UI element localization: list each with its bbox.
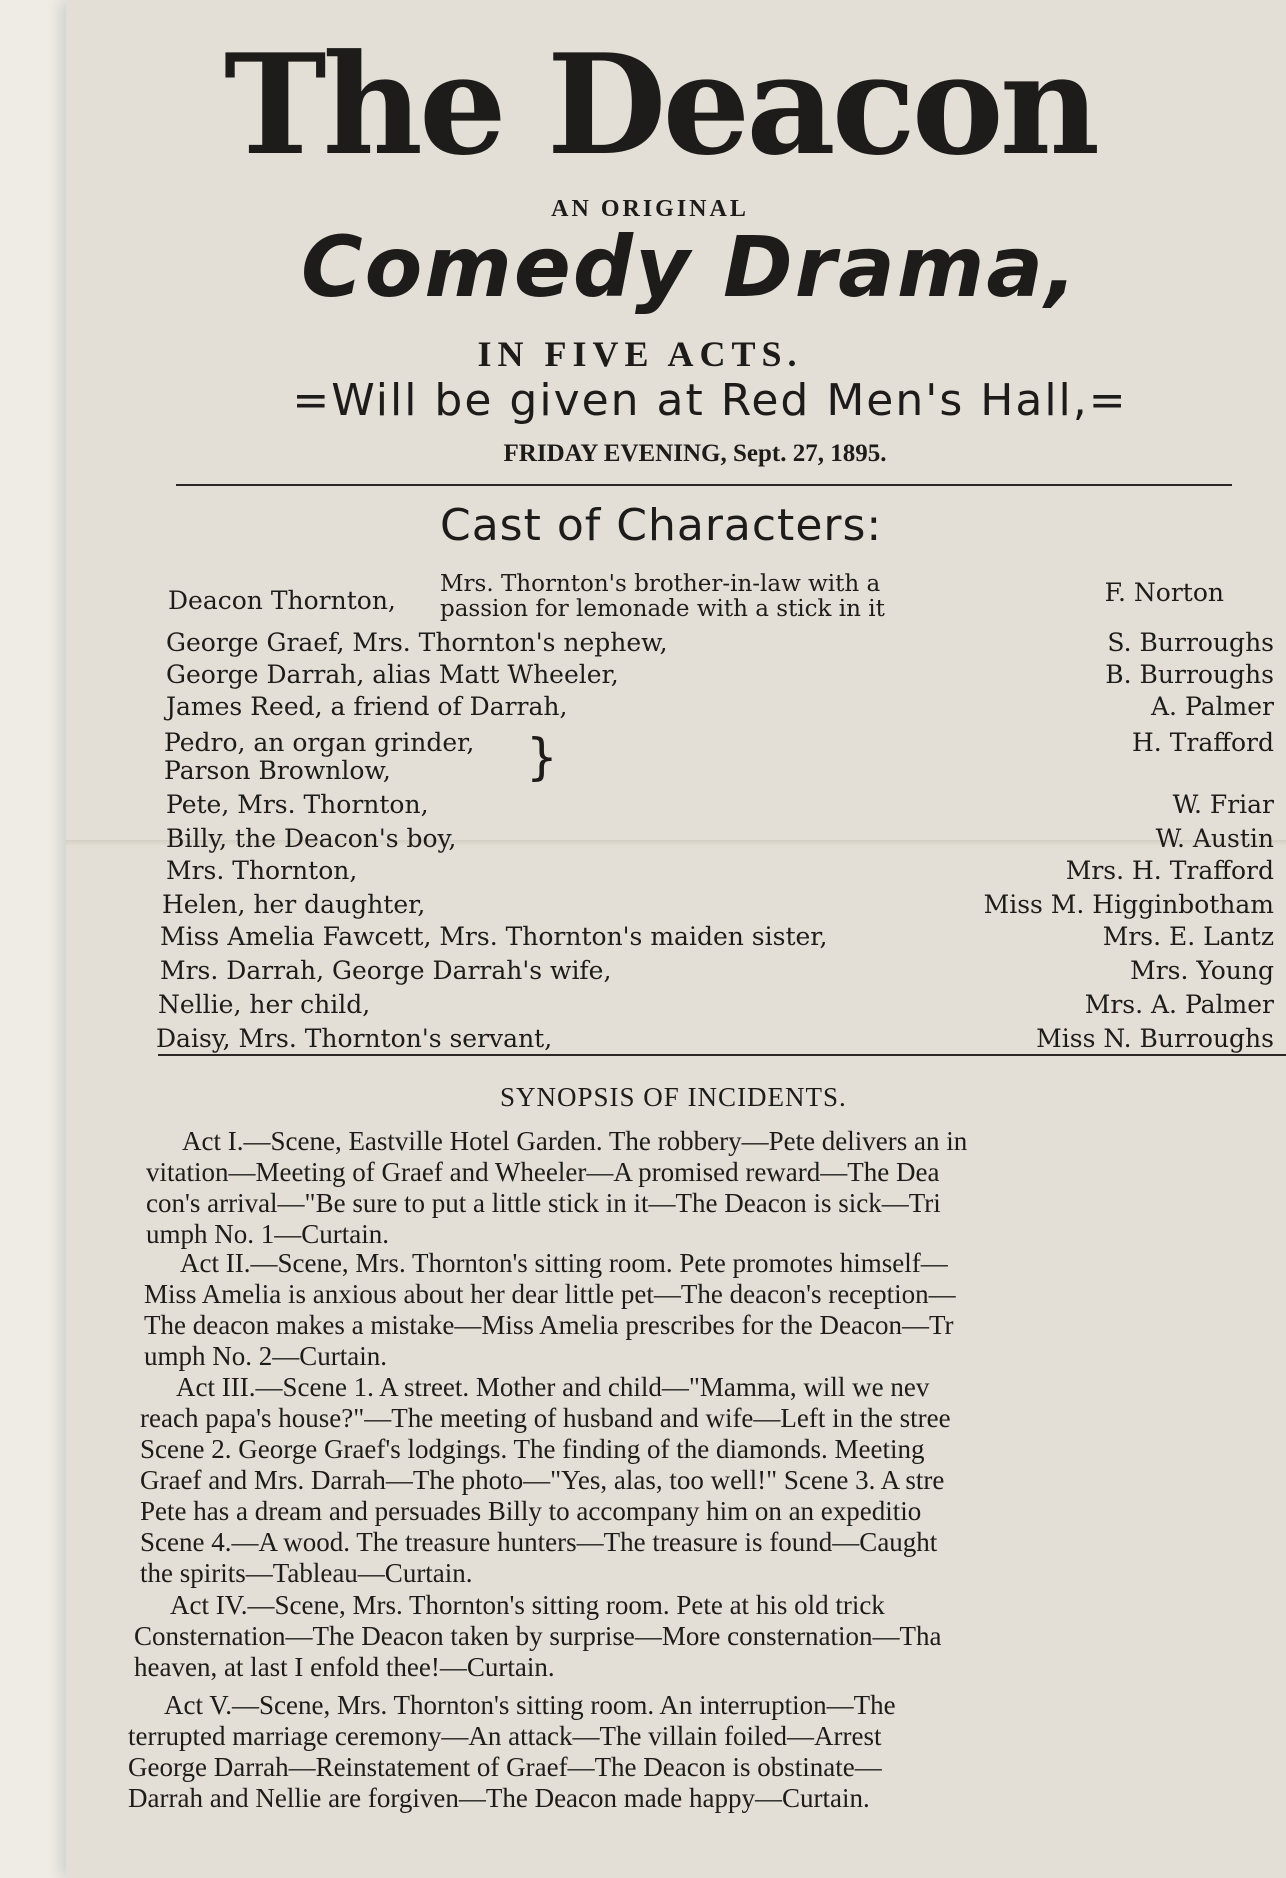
- cast-role: Nellie, her child,: [158, 990, 371, 1019]
- synopsis-line: Graef and Mrs. Darrah—The photo—"Yes, alas, too well!" Scene 3. A stre: [140, 1465, 945, 1495]
- synopsis-line: George Darrah—Reinstatement of Graef—The Deacon is obstinate—: [128, 1752, 882, 1782]
- cast-role: Billy, the Deacon's boy,: [166, 824, 457, 853]
- cast-role: James Reed, a friend of Darrah,: [166, 692, 568, 721]
- cast-actor: Mrs. E. Lantz: [1102, 922, 1274, 951]
- synopsis-line: Darrah and Nellie are forgiven—The Deacon made happy—Curtain.: [128, 1783, 870, 1813]
- play-title: The Deacon: [223, 23, 1097, 186]
- genre-title: Comedy Drama,: [301, 218, 1079, 316]
- divider-middle: [158, 1054, 1286, 1056]
- an-original-label: AN ORIGINAL: [551, 196, 749, 222]
- synopsis-line: The deacon makes a mistake—Miss Amelia prescribes for the Deacon—Tr: [144, 1310, 954, 1340]
- synopsis-line: Act IV.—Scene, Mrs. Thornton's sitting room. Pete at his old trick: [170, 1590, 885, 1620]
- synopsis-line: Consternation—The Deacon taken by surprise—More consternation—Tha: [134, 1621, 942, 1651]
- cast-role: Mrs. Darrah, George Darrah's wife,: [160, 956, 612, 985]
- cast-actor: Mrs. A. Palmer: [1084, 990, 1274, 1019]
- cast-actor: W. Austin: [1155, 824, 1274, 853]
- synopsis-act: [134, 1590, 1286, 1683]
- synopsis-heading: SYNOPSIS OF INCIDENTS.: [500, 1082, 847, 1112]
- cast-actor: Miss N. Burroughs: [1036, 1024, 1274, 1053]
- synopsis-line: reach papa's house?"—The meeting of husband and wife—Left in the stree: [140, 1403, 951, 1433]
- cast-actor: H. Trafford: [1132, 728, 1274, 757]
- synopsis-line: Scene 2. George Graef's lodgings. The finding of the diamonds. Meeting: [140, 1434, 925, 1464]
- brace-ornament: }: [526, 728, 558, 786]
- dash-right-ornament: =: [1088, 375, 1128, 426]
- cast-role: George Darrah, alias Matt Wheeler,: [166, 660, 619, 689]
- cast-actor: A. Palmer: [1151, 692, 1274, 721]
- cast-role: Daisy, Mrs. Thornton's servant,: [156, 1024, 553, 1053]
- cast-role: George Graef, Mrs. Thornton's nephew,: [166, 628, 668, 657]
- synopsis-line: Scene 4.—A wood. The treasure hunters—The treasure is found—Caught: [140, 1527, 938, 1557]
- cast-role: Mrs. Thornton,: [166, 856, 358, 885]
- synopsis-act: [128, 1690, 1286, 1814]
- cast-actor: S. Burroughs: [1107, 628, 1274, 657]
- deacon-desc-line: passion for lemonade with a stick in it: [440, 596, 885, 622]
- synopsis-line: umph No. 1—Curtain.: [146, 1219, 389, 1249]
- cast-role: Miss Amelia Fawcett, Mrs. Thornton's maiden sister,: [160, 922, 828, 951]
- synopsis-line: umph No. 2—Curtain.: [144, 1341, 387, 1371]
- synopsis-act: [140, 1372, 1286, 1589]
- synopsis-line: con's arrival—"Be sure to put a little stick in it—The Deacon is sick—Tri: [146, 1188, 941, 1218]
- cast-actor: Miss M. Higginbotham: [983, 890, 1274, 919]
- synopsis-line: Miss Amelia is anxious about her dear little pet—The deacon's reception—: [144, 1279, 956, 1309]
- deacon-description: [440, 572, 885, 622]
- synopsis-line: heaven, at last I enfold thee!—Curtain.: [134, 1652, 555, 1682]
- synopsis-line: the spirits—Tableau—Curtain.: [140, 1558, 473, 1588]
- cast-actor: B. Burroughs: [1105, 660, 1274, 689]
- cast-role: Parson Brownlow,: [164, 756, 391, 785]
- acts-label: IN FIVE ACTS.: [477, 334, 803, 374]
- synopsis-line: terrupted marriage ceremony—An attack—The villain foiled—Arrest: [128, 1721, 882, 1751]
- cast-heading: Cast of Characters:: [440, 500, 883, 551]
- performance-date: FRIDAY EVENING, Sept. 27, 1895.: [503, 440, 887, 467]
- cast-role: Helen, her daughter,: [162, 890, 426, 919]
- synopsis-act: [146, 1126, 1286, 1250]
- synopsis-line: Pete has a dream and persuades Billy to accompany him on an expeditio: [140, 1496, 922, 1526]
- synopsis-line: Act I.—Scene, Eastville Hotel Garden. The robbery—Pete delivers an in: [182, 1126, 968, 1156]
- cast-actor: F. Norton: [1104, 578, 1224, 607]
- venue-text: Will be given at Red Men's Hall,: [331, 375, 1089, 426]
- cast-role: Pete, Mrs. Thornton,: [166, 790, 429, 819]
- synopsis-line: vitation—Meeting of Graef and Wheeler—A promised reward—The Dea: [146, 1157, 940, 1187]
- deacon-desc-line: Mrs. Thornton's brother-in-law with a: [440, 571, 881, 597]
- cast-actor: Mrs. Young: [1130, 956, 1274, 985]
- synopsis-line: Act V.—Scene, Mrs. Thornton's sitting room. An interruption—The: [164, 1690, 896, 1720]
- divider-top: [176, 484, 1232, 486]
- dash-left-ornament: =: [292, 375, 332, 426]
- venue-line: [230, 375, 1190, 426]
- cast-role: Pedro, an organ grinder,: [164, 728, 475, 757]
- synopsis-act: [144, 1248, 1286, 1372]
- cast-actor: Mrs. H. Trafford: [1065, 856, 1274, 885]
- cast-role: Deacon Thornton,: [168, 586, 396, 615]
- synopsis-line: Act II.—Scene, Mrs. Thornton's sitting room. Pete promotes himself—: [180, 1248, 948, 1278]
- cast-actor: W. Friar: [1172, 790, 1274, 819]
- synopsis-line: Act III.—Scene 1. A street. Mother and child—"Mamma, will we nev: [176, 1372, 930, 1402]
